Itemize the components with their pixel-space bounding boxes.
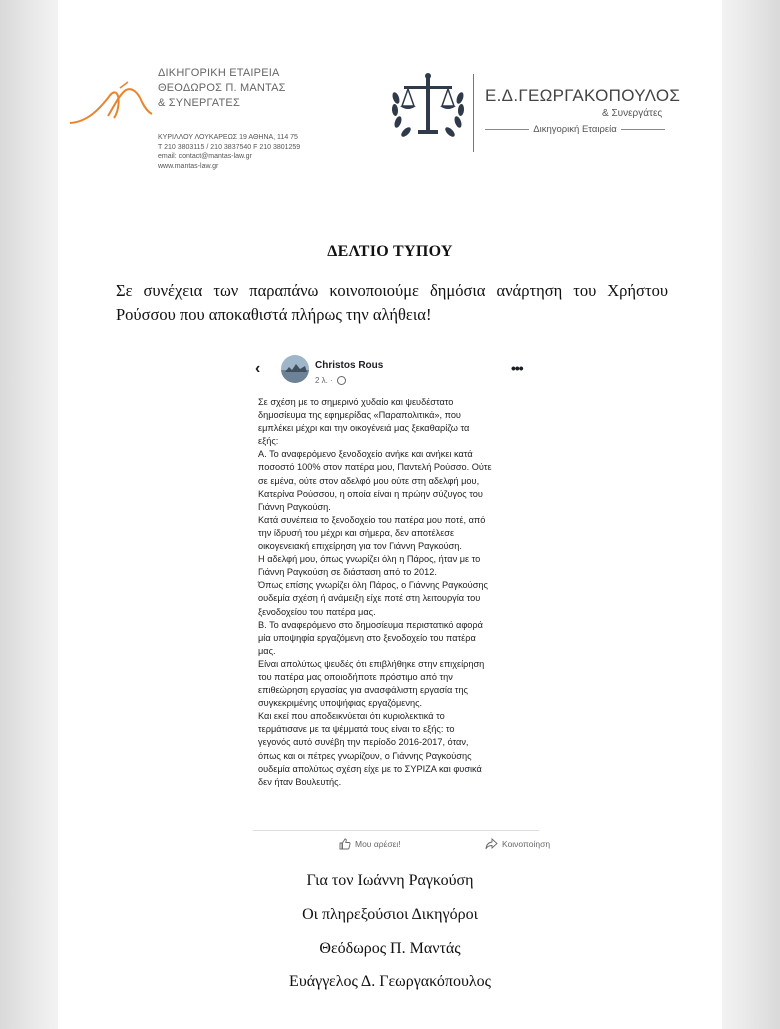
post-body-line: δημοσίευμα της εφημερίδας «Παραπολιτικά», που: [258, 410, 461, 421]
letterhead-divider: [473, 74, 474, 152]
post-body-line: την ίδρυσή του μέχρι και σήμερα, δεν αποτέλεσε: [258, 527, 455, 538]
post-body-line: εμπλέκει μέχρι και την οικογένειά μας ξεκαθαρίζω τα: [258, 423, 470, 434]
post-body-line: μία υποψηφία εργαζόμενη στο ξενοδοχείο του πατέρα: [258, 632, 476, 643]
post-body-line: Κατερίνα Ρούσσου, η οποία είναι η πρώην σύζυγος του: [258, 488, 483, 499]
press-release-title: ΔΕΛΤΙΟ ΤΥΠΟΥ: [327, 243, 453, 260]
like-button[interactable]: [339, 838, 401, 850]
post-body-line: δεν ήταν Βουλευτής.: [258, 776, 342, 787]
subtitle-rule-right: [621, 129, 665, 130]
avatar[interactable]: [281, 355, 309, 383]
subtitle-rule-left: [485, 129, 529, 130]
post-body-line: Είναι απολύτως ψευδές ότι επιβλήθηκε στην επιχείρηση: [258, 658, 485, 669]
post-meta: [315, 376, 346, 385]
firm-name: [158, 66, 286, 111]
firm-website: www.mantas-law.gr: [158, 162, 219, 170]
firm-phones: T 210 3803115 / 210 3837540 F 210 3801259: [158, 143, 301, 151]
post-body-line: συγκεκριμένης υποψήφιας εργαζόμενης.: [258, 698, 423, 709]
firm-line-3: & ΣΥΝΕΡΓΑΤΕΣ: [158, 97, 240, 109]
post-body-line: του πατέρα μας οποιοδήποτε πρόστιμο από την: [258, 671, 453, 682]
post-author[interactable]: Christos Rous: [315, 360, 384, 371]
post-body-line: τερμάτισανε με τα ψέμματά τους είναι το εξής: το: [258, 724, 455, 735]
firm-partners: & Συνεργάτες: [602, 108, 663, 119]
letterhead-georgakopoulos: [388, 66, 688, 156]
back-arrow-icon[interactable]: ‹: [255, 360, 261, 377]
post-body-line: ουδεμία σχέση ή ανάμειξη είχε ποτέ στη λειτουργία του: [258, 593, 481, 604]
post-body-line: Α. Το αναφερόμενο ξενοδοχείο ανήκε και ανήκει κατά: [258, 449, 473, 460]
post-body-line: Σε σχέση με το σημερινό χυδαίο και ψευδέστατο: [258, 397, 454, 407]
signature-line-client: Για τον Ιωάννη Ραγκούση: [306, 872, 474, 889]
post-body-line: ποσοστό 100% στον πατέρα μου, Παντελή Ρούσσο. Ούτε: [258, 462, 492, 473]
share-icon: [485, 838, 498, 850]
post-body-line: Γιάννη Ραγκούση.: [258, 501, 331, 512]
post-body-line: οικογενειακή επιχείρηση για τον Γιάννη Ραγκούση.: [258, 541, 462, 552]
facebook-post: [253, 350, 551, 860]
firm-email: email: contact@mantas-law.gr: [158, 153, 252, 160]
post-body-line: Β. Το αναφερόμενο στο δημοσίευμα περιστατικό αφορά: [258, 619, 483, 630]
globe-icon: [337, 376, 346, 385]
firm-subtitle-text: Δικηγορική Εταιρεία: [533, 124, 617, 135]
post-body-line: Όπως επίσης γνωρίζει όλη Πάρος, ο Γιάννης Ραγκούσης: [258, 580, 488, 591]
letterhead-mantas: [68, 58, 368, 183]
post-body-line: Και εκεί που αποδεικνύεται ότι κυριολεκτικά το: [258, 711, 445, 722]
firm-line-1: ΔΙΚΗΓΟΡΙΚΗ ΕΤΑΙΡΕΙΑ: [158, 67, 280, 79]
post-body-line: ουδεμία απολύτως σχέση είχε με το ΣΥΡΙΖΑ και φυσικά: [258, 763, 482, 774]
firm-address: ΚΥΡΙΛΛΟΥ ΛΟΥΚΑΡΕΩΣ 19 ΑΘΗΝΑ, 114 75: [158, 134, 298, 141]
firm-line-2: ΘΕΟΔΩΡΟΣ Π. ΜΑΝΤΑΣ: [158, 82, 286, 94]
mantas-logo-icon: [68, 78, 154, 128]
post-body-line: Η αδελφή μου, όπως γνωρίζει όλη η Πάρος, ήταν με το: [258, 554, 481, 565]
post-body-line: μας.: [258, 645, 276, 656]
more-options-icon[interactable]: •••: [511, 360, 523, 376]
document-page: [58, 0, 722, 1029]
post-body-line: εξής:: [258, 436, 279, 447]
share-button[interactable]: [485, 838, 550, 850]
intro-paragraph: Σε συνέχεια των παραπάνω κοινοποιούμε δημόσια ανάρτηση του Χρήστου Ρούσσου που αποκαθιστά πλήρως την αλήθεια!: [116, 281, 668, 324]
post-body-line: επιθεώρηση εργασίας για ανασφάλιστη εργασία της: [258, 685, 468, 696]
post-body-line: Κατά συνέπεια το ξενοδοχείο του πατέρα μου ποτέ, από: [258, 514, 486, 525]
like-label: Μου αρέσει!: [355, 839, 401, 849]
post-divider: [253, 830, 539, 831]
scales-of-justice-laurel-icon: [388, 68, 468, 148]
signature-line-attorneys: Οι πληρεξούσιοι Δικηγόροι: [302, 906, 478, 923]
avatar-image: [281, 355, 309, 383]
firm-contact: [158, 133, 300, 171]
signature-line-mantas: Θεόδωρος Π. Μαντάς: [319, 940, 461, 957]
thumbs-up-icon: [339, 838, 351, 850]
share-label: Κοινοποίηση: [502, 839, 551, 849]
post-time: 2 λ. ·: [315, 376, 333, 385]
firm-name-georgakopoulos: Ε.Δ.ΓΕΩΡΓΑΚΟΠΟΥΛΟΣ: [485, 86, 681, 105]
signature-line-georgakopoulos: Ευάγγελος Δ. Γεωργακόπουλος: [289, 973, 491, 990]
post-body-line: σε εμένα, ούτε στον αδελφό μου ούτε στη αδελφή μου,: [258, 475, 480, 486]
post-body-line: γεγονός αυτό συνέβη την περίοδο 2016-2017, όταν,: [258, 737, 469, 748]
post-body-line: όπως και οι πέτρες γνωρίζουν, ο Γιάννης Ραγκούσης: [258, 750, 472, 761]
post-body: [258, 396, 538, 789]
post-body-line: Γιάννη Ραγκούση σε διάσταση από το 2012.: [258, 567, 437, 578]
firm-subtitle: [485, 124, 665, 135]
post-body-line: ξενοδοχείου του πατέρα μας.: [258, 606, 376, 617]
